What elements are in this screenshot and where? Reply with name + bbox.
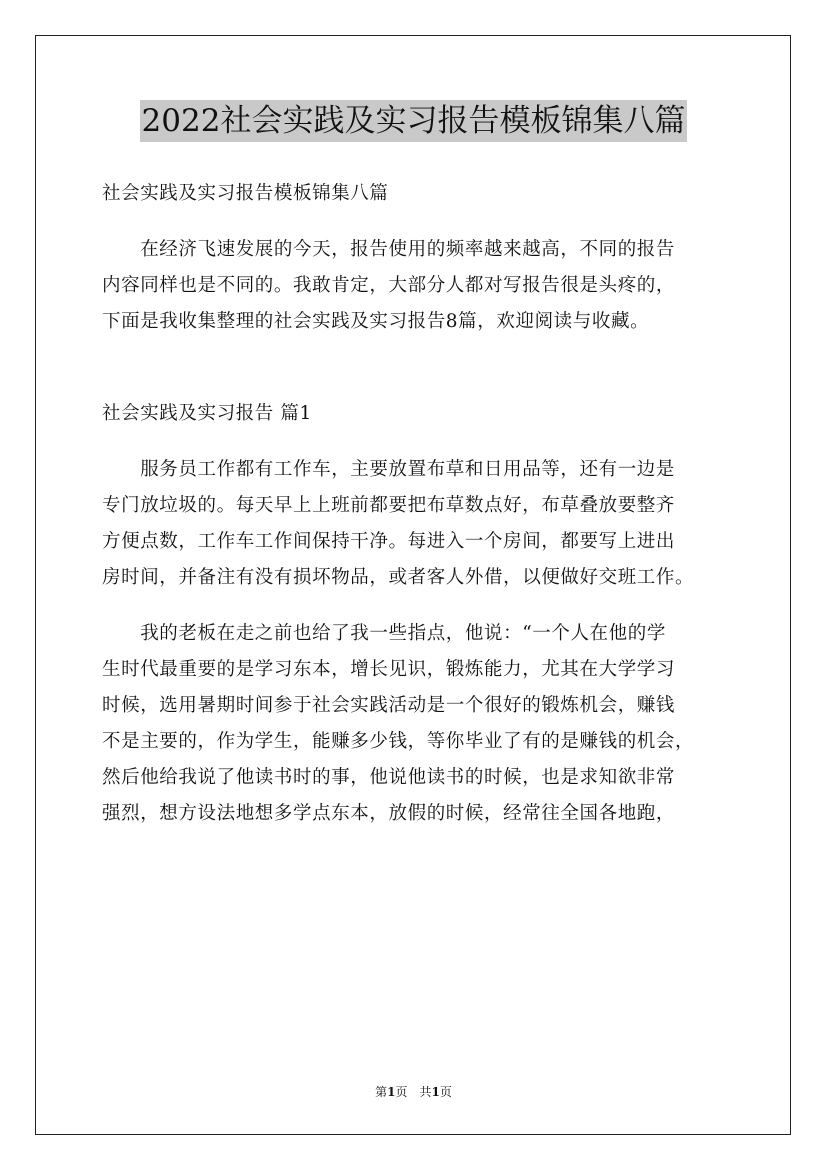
intro-line: 下面是我收集整理的社会实践及实习报告8篇，欢迎阅读与收藏。 [102, 311, 650, 332]
intro-line: 内容同样也是不同的。我敢肯定，大部分人都对写报告很是头疼的， [102, 275, 676, 296]
paragraph-line: 房时间，并备注有没有损坏物品，或者客人外借，以便做好交班工作。 [102, 567, 695, 588]
page-footer [0, 1084, 827, 1100]
section-heading: 社会实践及实习报告 篇1 [102, 403, 312, 424]
document-title: 2022社会实践及实习报告模板锦集八篇 [140, 100, 688, 142]
document-body [102, 176, 732, 832]
page-number-prefix: 第 [375, 1085, 388, 1099]
paragraph-line: 然后他给我说了他读书时的事，他说他读书的时候，也是求知欲非常 [102, 767, 676, 788]
page-number-mid: 页 共 [395, 1085, 432, 1099]
spacer [102, 340, 732, 396]
paragraph-line: 服务员工作都有工作车，主要放置布草和日用品等，还有一边是 [102, 459, 676, 480]
paragraph-line: 生时代最重要的是学习东本，增长见识，锻炼能力，尤其在大学学习 [102, 659, 676, 680]
intro-line: 在经济飞速发展的今天，报告使用的频率越来越高，不同的报告 [102, 239, 676, 260]
paragraph-line: 我的老板在走之前也给了我一些指点，他说：“一个人在他的学 [102, 623, 666, 644]
page-number-total: 1 [431, 1085, 440, 1099]
paragraph-2 [102, 616, 732, 832]
page-number-current: 1 [387, 1085, 396, 1099]
spacer [102, 212, 732, 232]
paragraph-line: 强烈，想方设法地想多学点东本，放假的时候，经常往全国各地跑， [102, 803, 676, 824]
intro-paragraph [102, 232, 732, 340]
paragraph-1 [102, 452, 732, 596]
spacer [102, 596, 732, 616]
paragraph-line: 时候，选用暑期时间参于社会实践活动是一个很好的锻炼机会，赚钱 [102, 695, 676, 716]
title-wrapper [0, 100, 827, 142]
document-subtitle: 社会实践及实习报告模板锦集八篇 [102, 183, 389, 204]
paragraph-line: 不是主要的，作为学生，能赚多少钱，等你毕业了有的是赚钱的机会， [102, 731, 695, 752]
page-number-suffix: 页 [439, 1085, 452, 1099]
spacer [102, 432, 732, 452]
paragraph-line: 方便点数，工作车工作间保持干净。每进入一个房间，都要写上进出 [102, 531, 676, 552]
paragraph-line: 专门放垃圾的。每天早上上班前都要把布草数点好，布草叠放要整齐 [102, 495, 676, 516]
